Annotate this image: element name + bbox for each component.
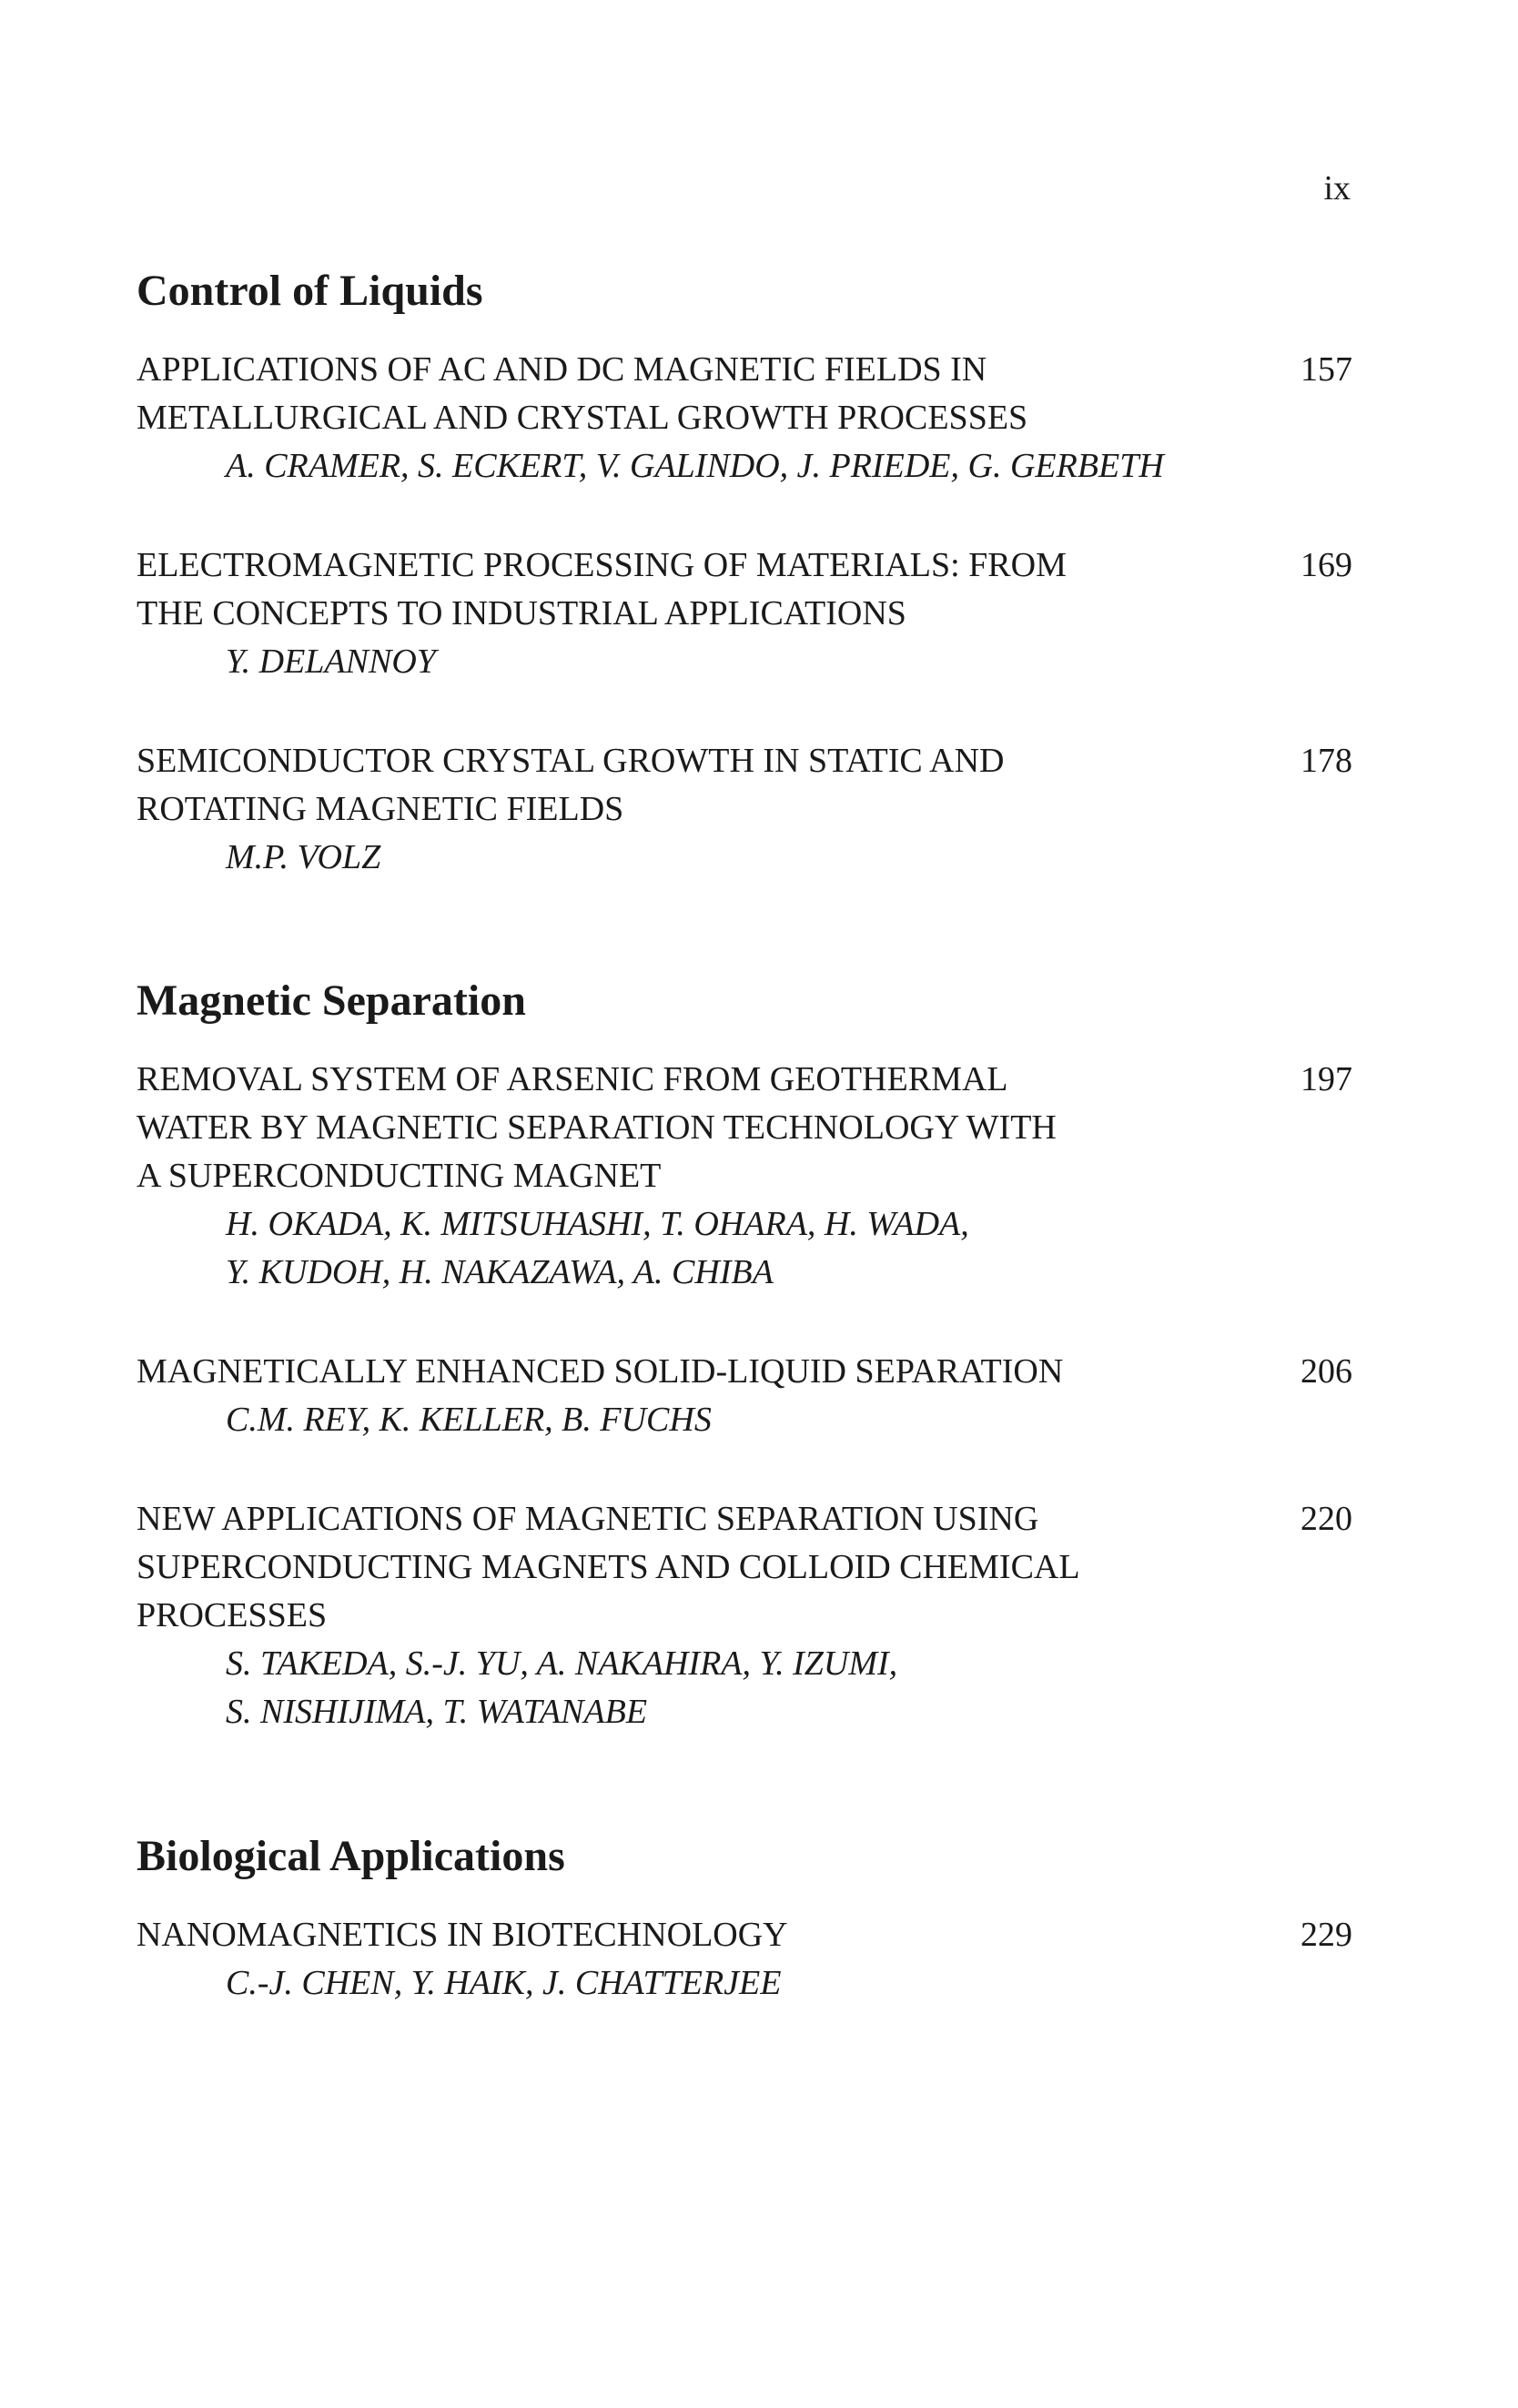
entry-authors-line: H. OKADA, K. MITSUHASHI, T. OHARA, H. WADA, — [226, 1205, 969, 1243]
entry-authors-line: S. TAKEDA, S.-J. YU, A. NAKAHIRA, Y. IZUMI, — [226, 1644, 898, 1683]
entry-authors — [137, 1640, 1352, 1736]
entry-authors-line: A. CRAMER, S. ECKERT, V. GALINDO, J. PRIEDE, G. GERBETH — [226, 447, 1164, 485]
entry-authors-line: Y. DELANNOY — [226, 642, 436, 681]
entry-title — [137, 1911, 1183, 1959]
entry-page-number: 157 — [1300, 350, 1352, 389]
toc-entry[interactable] — [137, 1348, 1352, 1444]
entry-title — [137, 737, 1183, 834]
toc-entry[interactable] — [137, 1056, 1352, 1297]
entry-page-number: 169 — [1300, 546, 1352, 584]
entry-authors-line: S. NISHIJIMA, T. WATANABE — [226, 1693, 648, 1731]
section-title: Biological Applications — [137, 1832, 565, 1880]
toc-entry[interactable] — [137, 541, 1352, 686]
toc-entry[interactable] — [137, 1911, 1352, 2008]
entry-authors — [137, 1396, 1352, 1444]
entry-title-line: SEMICONDUCTOR CRYSTAL GROWTH IN STATIC AND — [137, 742, 1005, 780]
entry-authors — [137, 1200, 1352, 1297]
toc-entry[interactable] — [137, 346, 1352, 491]
section-biological-applications — [137, 1829, 1352, 2044]
entry-title — [137, 1348, 1183, 1396]
entry-authors-line: Y. KUDOH, H. NAKAZAWA, A. CHIBA — [226, 1253, 774, 1291]
entry-authors-line: C.-J. CHEN, Y. HAIK, J. CHATTERJEE — [226, 1964, 782, 2002]
entry-title-line: MAGNETICALLY ENHANCED SOLID-LIQUID SEPARATION — [137, 1352, 1064, 1391]
page-number: ix — [1323, 169, 1351, 207]
entry-title-line: ELECTROMAGNETIC PROCESSING OF MATERIALS: FROM — [137, 546, 1067, 584]
entry-page-number: 229 — [1300, 1916, 1352, 1954]
entry-authors — [137, 638, 1352, 686]
entry-title-line: APPLICATIONS OF AC AND DC MAGNETIC FIELDS IN — [137, 350, 987, 389]
entry-title-line: ROTATING MAGNETIC FIELDS — [137, 790, 624, 828]
entry-title — [137, 346, 1183, 442]
entry-authors — [137, 442, 1352, 491]
entry-authors-line: C.M. REY, K. KELLER, B. FUCHS — [226, 1401, 712, 1439]
entry-title-line: A SUPERCONDUCTING MAGNET — [137, 1157, 662, 1195]
entry-title — [137, 541, 1183, 638]
entry-title — [137, 1495, 1183, 1640]
entry-title — [137, 1056, 1183, 1200]
entry-authors — [137, 834, 1352, 882]
entry-title-line: THE CONCEPTS TO INDUSTRIAL APPLICATIONS — [137, 594, 906, 632]
section-title: Magnetic Separation — [137, 976, 526, 1025]
entry-title-line: PROCESSES — [137, 1596, 328, 1634]
entry-authors — [137, 1959, 1352, 2008]
toc-entry[interactable] — [137, 1495, 1352, 1736]
entry-title-line: METALLURGICAL AND CRYSTAL GROWTH PROCESSES — [137, 399, 1028, 437]
entry-title-line: NANOMAGNETICS IN BIOTECHNOLOGY — [137, 1916, 788, 1954]
toc-entry[interactable] — [137, 737, 1352, 882]
entry-title-line: NEW APPLICATIONS OF MAGNETIC SEPARATION USING — [137, 1500, 1039, 1538]
entry-page-number: 220 — [1300, 1500, 1352, 1538]
entry-page-number: 197 — [1300, 1060, 1352, 1098]
entry-title-line: WATER BY MAGNETIC SEPARATION TECHNOLOGY WITH — [137, 1108, 1057, 1147]
entry-title-line: REMOVAL SYSTEM OF ARSENIC FROM GEOTHERMAL — [137, 1060, 1008, 1098]
entry-page-number: 206 — [1300, 1352, 1352, 1391]
entry-page-number: 178 — [1300, 742, 1352, 780]
section-control-of-liquids — [137, 264, 1352, 918]
section-title: Control of Liquids — [137, 267, 483, 315]
entry-authors-line: M.P. VOLZ — [226, 838, 381, 876]
entry-title-line: SUPERCONDUCTING MAGNETS AND COLLOID CHEMICAL — [137, 1548, 1080, 1586]
section-magnetic-separation — [137, 974, 1352, 1773]
